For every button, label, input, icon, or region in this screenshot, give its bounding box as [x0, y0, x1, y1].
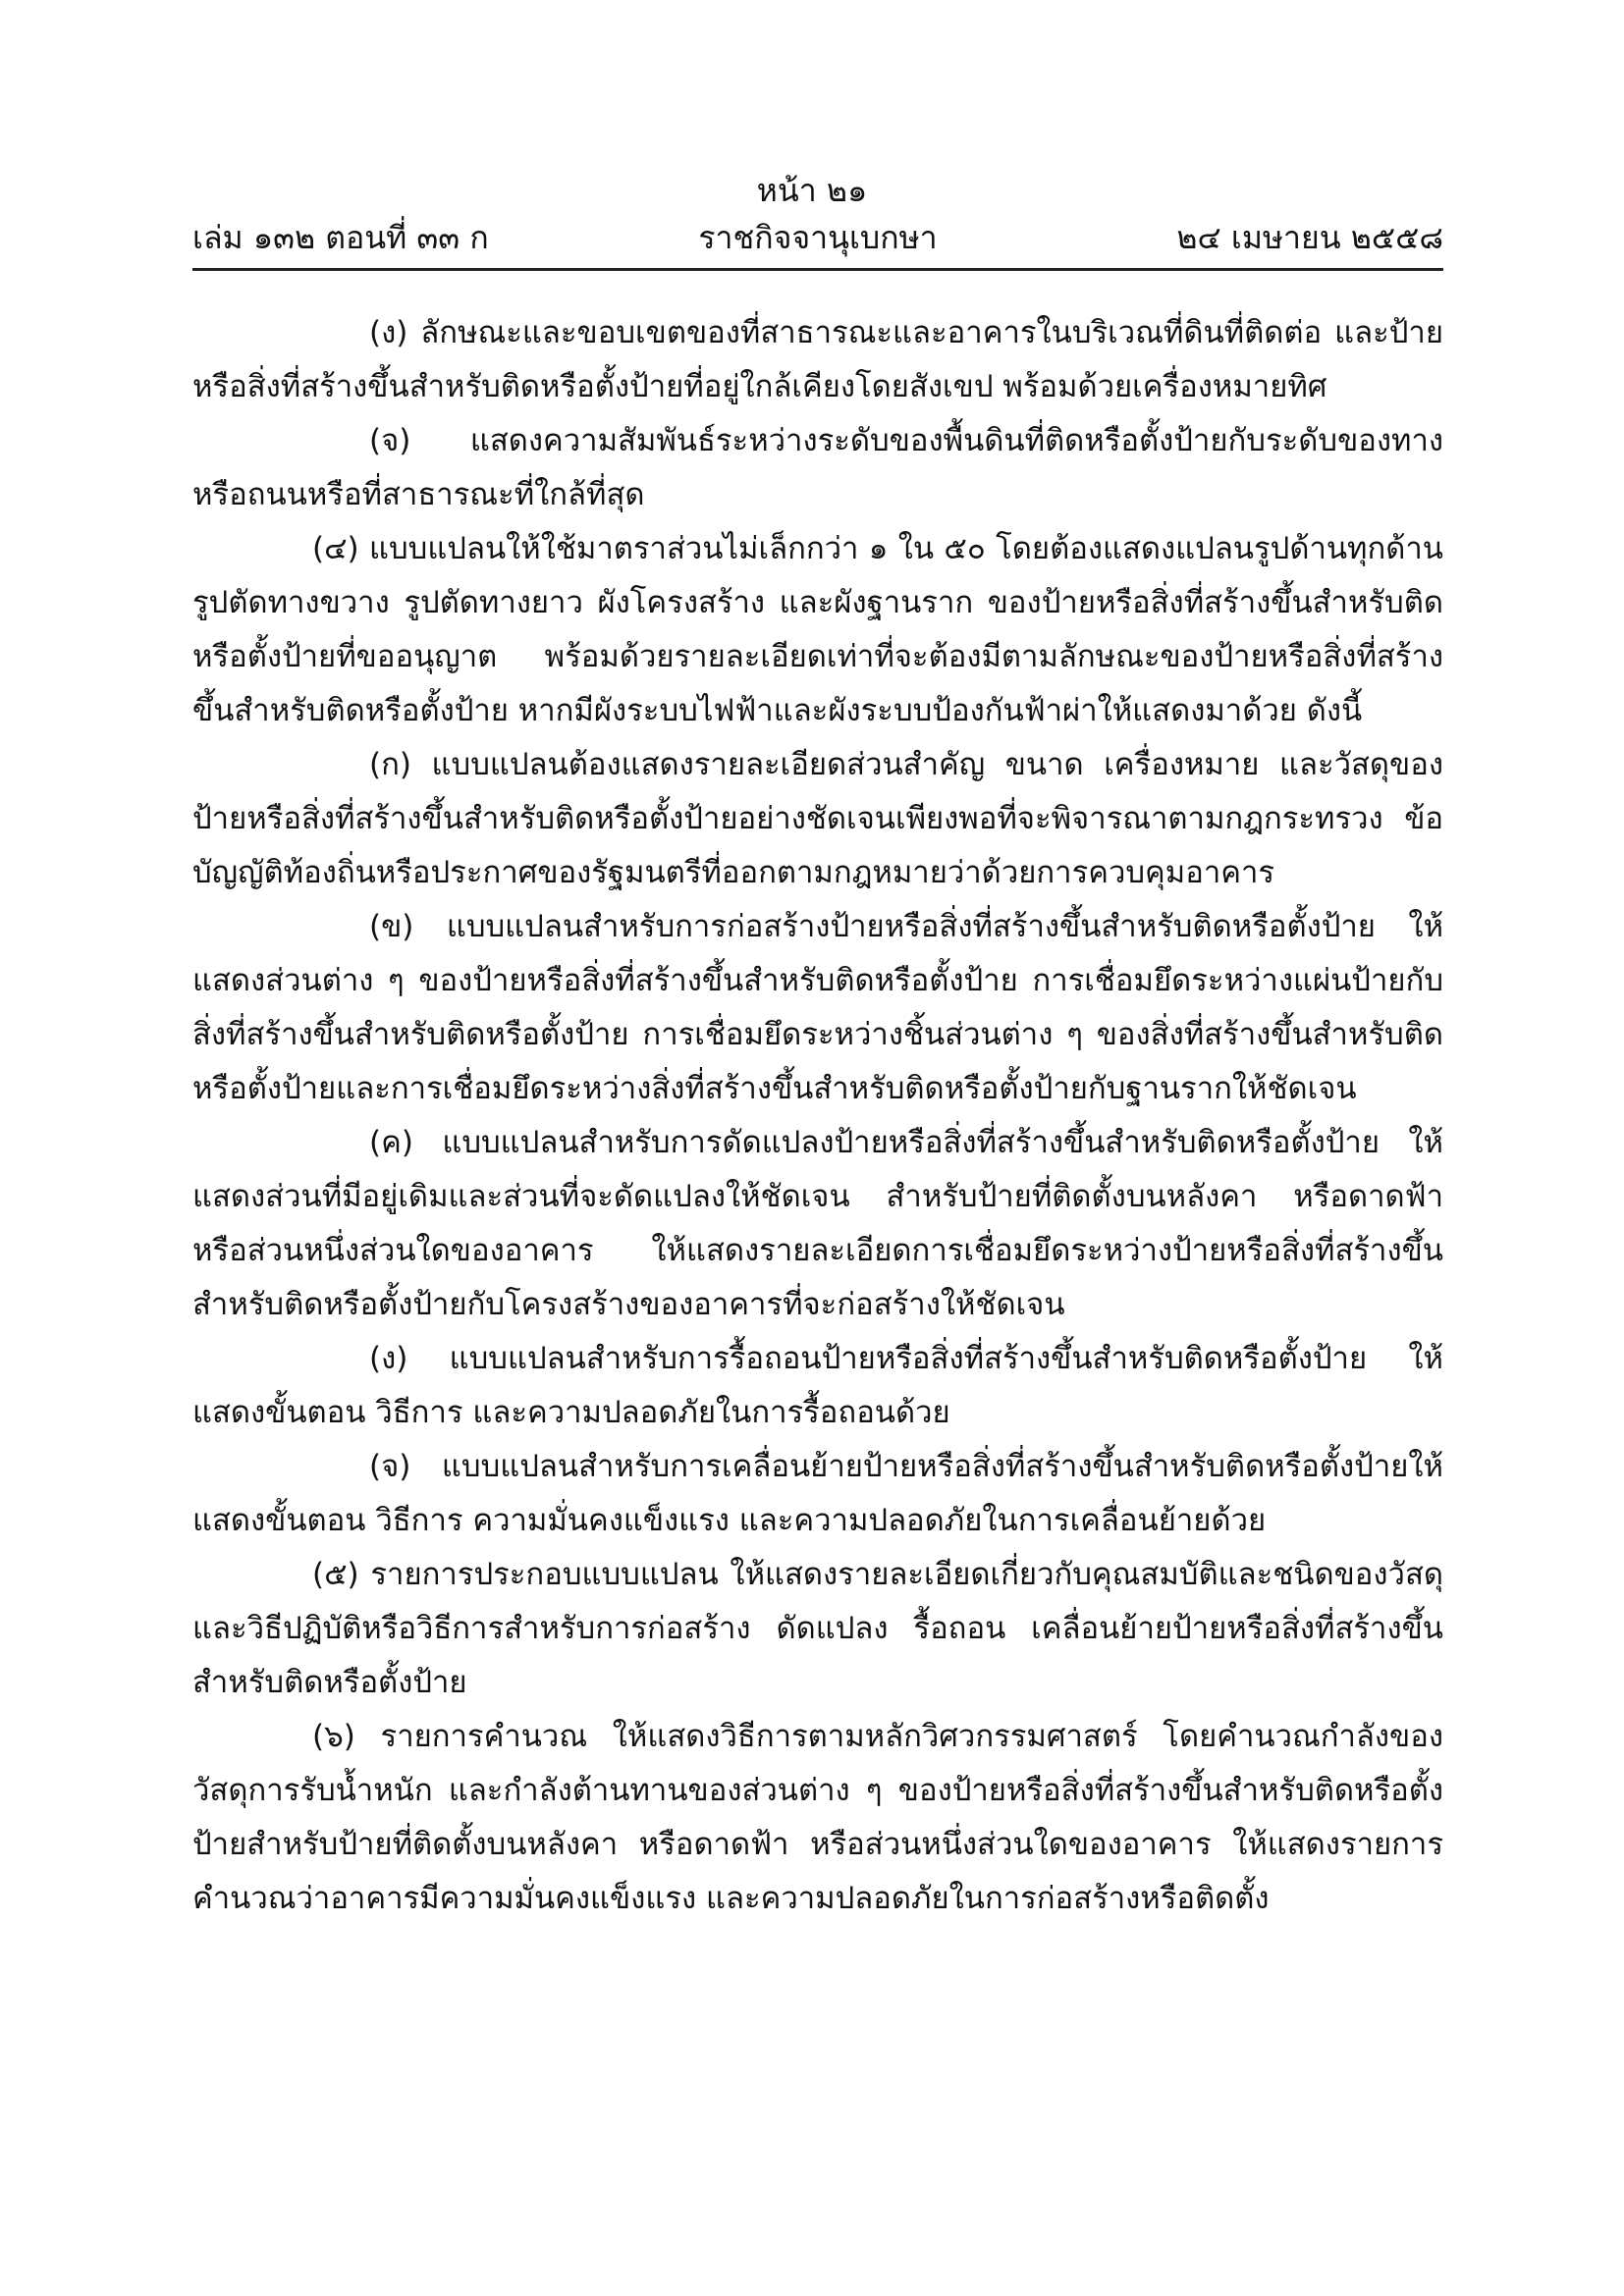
paragraph-sub-cho: (จ) แสดงความสัมพันธ์ระหว่างระดับของพื้นดินที่ติดหรือตั้งป้ายกับระดับของทางหรือถนนหรือที่สาธารณะที่ใกล้ที่สุด — [192, 423, 1443, 512]
volume-issue: เล่ม ๑๓๒ ตอนที่ ๓๓ ก — [192, 219, 489, 256]
gazette-header — [192, 216, 1443, 259]
paragraph-item-4: (๔) แบบแปลนให้ใช้มาตราส่วนไม่เล็กกว่า ๑ ใน ๕๐ โดยต้องแสดงแปลนรูปด้านทุกด้าน รูปตัดทางขวาง รูปตัดทางยาว ผังโครงสร้าง และผังฐานราก ของป้ายหรือสิ่งที่สร้างขึ้นสำหรับติดหรือตั้งป้ายที่ขออนุญาต พร้อมด้วยรายละเอียดเท่าที่จะต้องมีตามลักษณะของป้ายหรือสิ่งที่สร้างขึ้นสำหรับติดหรือตั้งป้าย หากมีผังระบบไฟฟ้าและผังระบบป้องกันฟ้าผ่าให้แสดงมาด้วย ดังนี้ — [192, 531, 1443, 728]
paragraph-item-5: (๕) รายการประกอบแบบแปลน ให้แสดงรายละเอียดเกี่ยวกับคุณสมบัติและชนิดของวัสดุและวิธีปฏิบัติหรือวิธีการสำหรับการก่อสร้าง ดัดแปลง รื้อถอน เคลื่อนย้ายป้ายหรือสิ่งที่สร้างขึ้นสำหรับติดหรือตั้งป้าย — [192, 1557, 1443, 1700]
paragraph-sub-ngo: (ง) แบบแปลนสำหรับการรื้อถอนป้ายหรือสิ่งที่สร้างขึ้นสำหรับติดหรือตั้งป้าย ให้แสดงขั้นตอน วิธีการ และความปลอดภัยในการรื้อถอนด้วย — [192, 1341, 1443, 1430]
document-body — [192, 306, 1443, 1926]
paragraph-sub-ng: (ง) ลักษณะและขอบเขตของที่สาธารณะและอาคารในบริเวณที่ดินที่ติดต่อ และป้ายหรือสิ่งที่สร้างขึ้นสำหรับติดหรือตั้งป้ายที่อยู่ใกล้เคียงโดยสังเขป พร้อมด้วยเครื่องหมายทิศ — [192, 315, 1443, 404]
publication-date: ๒๔ เมษายน ๒๕๕๘ — [1176, 219, 1443, 256]
paragraph-item-6: (๖) รายการคำนวณ ให้แสดงวิธีการตามหลักวิศวกรรมศาสตร์ โดยคำนวณกำลังของวัสดุการรับน้ำหนัก และกำลังต้านทานของส่วนต่าง ๆ ของป้ายหรือสิ่งที่สร้างขึ้นสำหรับติดหรือตั้งป้ายสำหรับป้ายที่ติดตั้งบนหลังคา หรือดาดฟ้า หรือส่วนหนึ่งส่วนใดของอาคาร ให้แสดงรายการคำนวณว่าอาคารมีความมั่นคงแข็งแรง และความปลอดภัยในการก่อสร้างหรือติดตั้ง — [192, 1719, 1443, 1916]
paragraph-sub-kho-khwai: (ค) แบบแปลนสำหรับการดัดแปลงป้ายหรือสิ่งที่สร้างขึ้นสำหรับติดหรือตั้งป้าย ให้แสดงส่วนที่มีอยู่เดิมและส่วนที่จะดัดแปลงให้ชัดเจน สำหรับป้ายที่ติดตั้งบนหลังคา หรือดาดฟ้า หรือส่วนหนึ่งส่วนใดของอาคาร ให้แสดงรายละเอียดการเชื่อมยึดระหว่างป้ายหรือสิ่งที่สร้างขึ้นสำหรับติดหรือตั้งป้ายกับโครงสร้างของอาคารที่จะก่อสร้างให้ชัดเจน — [192, 1125, 1443, 1322]
page-number: หน้า ๒๑ — [756, 172, 868, 209]
paragraph-sub-kho: (ข) แบบแปลนสำหรับการก่อสร้างป้ายหรือสิ่งที่สร้างขึ้นสำหรับติดหรือตั้งป้าย ให้แสดงส่วนต่าง ๆ ของป้ายหรือสิ่งที่สร้างขึ้นสำหรับติดหรือตั้งป้าย การเชื่อมยึดระหว่างแผ่นป้ายกับสิ่งที่สร้างขึ้นสำหรับติดหรือตั้งป้าย การเชื่อมยึดระหว่างชิ้นส่วนต่าง ๆ ของสิ่งที่สร้างขึ้นสำหรับติดหรือตั้งป้ายและการเชื่อมยึดระหว่างสิ่งที่สร้างขึ้นสำหรับติดหรือตั้งป้ายกับฐานรากให้ชัดเจน — [192, 909, 1443, 1106]
paragraph-sub-ko: (ก) แบบแปลนต้องแสดงรายละเอียดส่วนสำคัญ ขนาด เครื่องหมาย และวัสดุของป้ายหรือสิ่งที่สร้างขึ้นสำหรับติดหรือตั้งป้ายอย่างชัดเจนเพียงพอที่จะพิจารณาตามกฎกระทรวง ข้อบัญญัติท้องถิ่นหรือประกาศของรัฐมนตรีที่ออกตามกฎหมายว่าด้วยการควบคุมอาคาร — [192, 747, 1443, 890]
publication-name: ราชกิจจานุเบกษา — [698, 219, 938, 256]
paragraph-sub-cho-chan: (จ) แบบแปลนสำหรับการเคลื่อนย้ายป้ายหรือสิ่งที่สร้างขึ้นสำหรับติดหรือตั้งป้ายให้แสดงขั้นตอน วิธีการ ความมั่นคงแข็งแรง และความปลอดภัยในการเคลื่อนย้ายด้วย — [192, 1449, 1443, 1538]
header-divider — [192, 268, 1443, 271]
